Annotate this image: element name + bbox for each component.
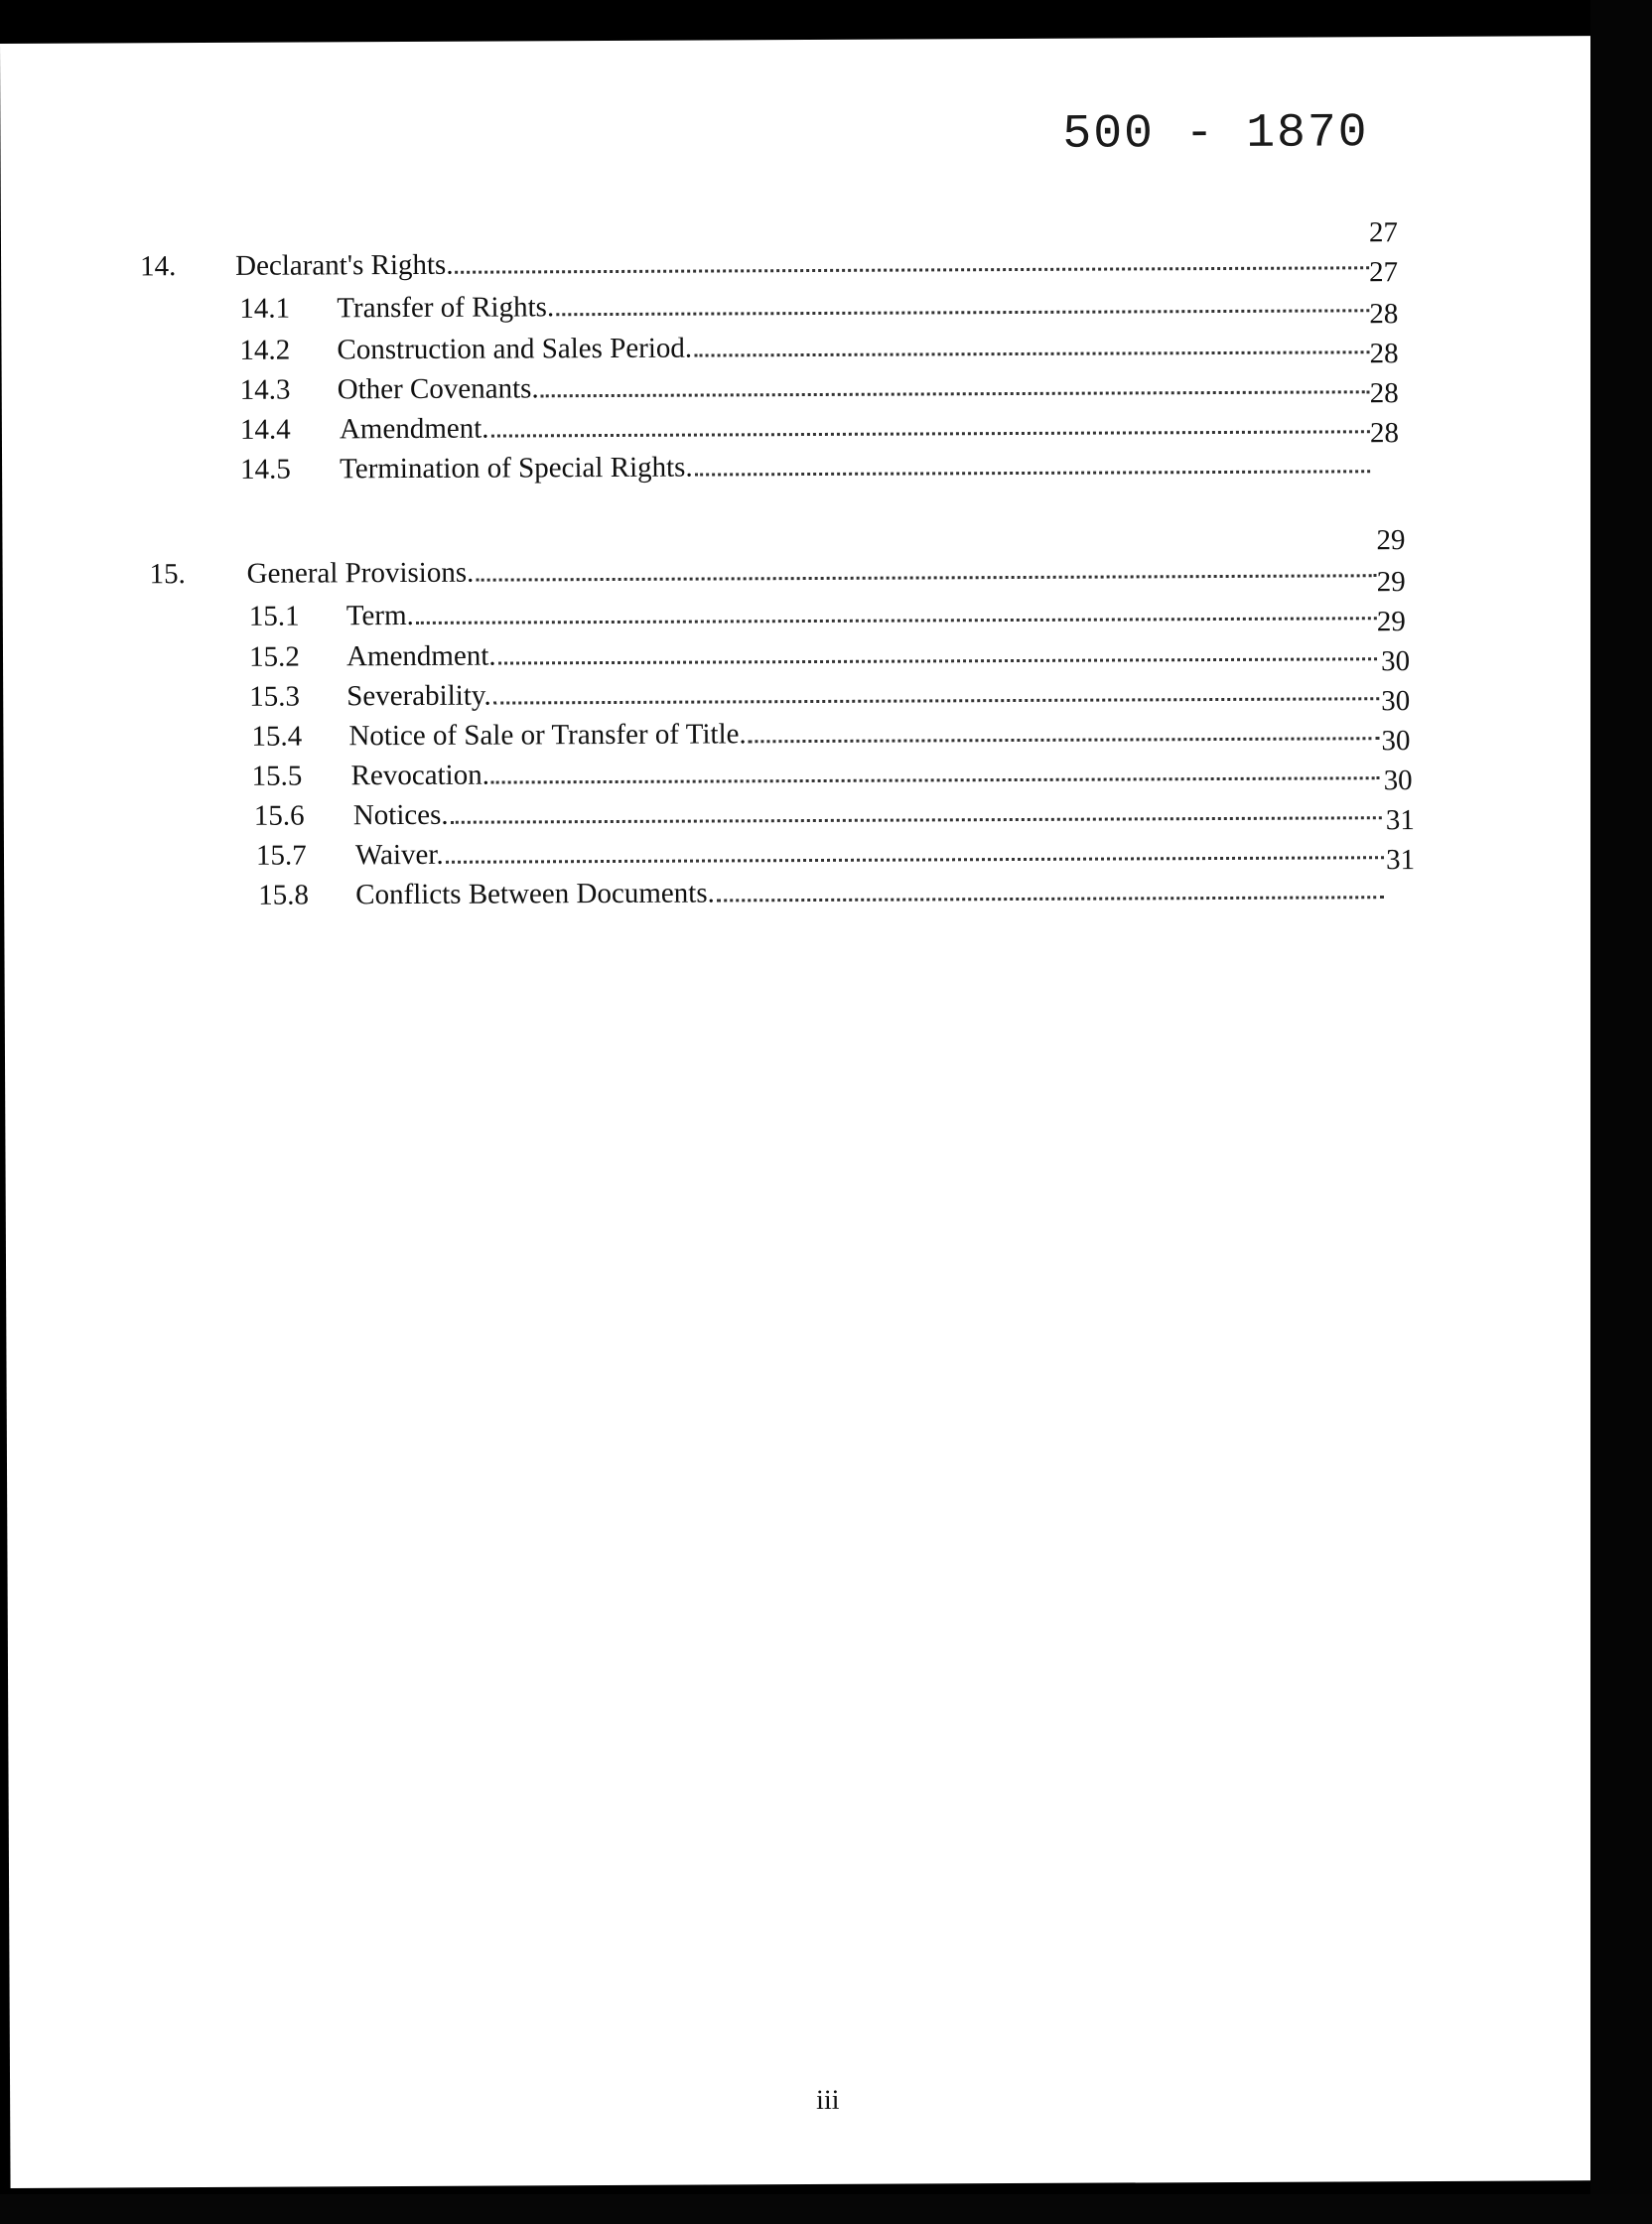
toc-page-number: 28	[1369, 417, 1400, 450]
toc-item-14-4	[240, 401, 1372, 447]
toc-item-title: Notices.	[352, 798, 449, 832]
toc-item-number: 15.8	[258, 879, 310, 911]
toc-page-number: 29	[1376, 524, 1406, 557]
toc-item-15-2	[249, 628, 1379, 674]
toc-item-15-4	[251, 708, 1381, 754]
toc-item-number: 15.2	[248, 640, 300, 673]
toc-item-title: Revocation.	[350, 759, 490, 792]
toc-item-title: Term.	[345, 599, 414, 632]
toc-section-number: 15.	[149, 558, 186, 591]
toc-section-number: 14.	[140, 250, 177, 283]
toc-page-number: 30	[1381, 725, 1411, 758]
dot-leader	[498, 656, 1377, 664]
dot-leader	[749, 736, 1380, 743]
dot-leader	[493, 696, 1380, 704]
toc-page-number: 27	[1369, 256, 1399, 289]
toc-item-15-8	[258, 867, 1386, 912]
toc-item-title: Amendment.	[339, 412, 489, 446]
dot-leader	[694, 349, 1369, 356]
toc-item-number: 14.3	[239, 373, 291, 406]
toc-item-15-7	[256, 827, 1386, 873]
toc-item-number: 14.2	[239, 334, 291, 366]
toc-item-number: 15.4	[251, 720, 303, 753]
toc-item-title: Transfer of Rights.	[337, 291, 555, 325]
toc-item-title: Amendment.	[345, 639, 496, 673]
scan-border-right	[1590, 0, 1652, 2224]
dot-leader	[695, 469, 1370, 476]
toc-page-number: 29	[1376, 606, 1406, 638]
toc-item-number: 15.3	[249, 680, 301, 713]
dot-leader	[541, 389, 1370, 397]
toc-item-title: Waiver.	[354, 838, 444, 872]
toc-page-number: 28	[1369, 377, 1399, 410]
toc-item-15-1	[249, 588, 1379, 633]
toc-section-15	[150, 545, 1379, 591]
toc-item-number: 15.7	[255, 839, 307, 872]
page-folio: iii	[816, 2084, 840, 2117]
toc-section-title: Declarant's Rights.	[235, 248, 454, 282]
dot-leader	[556, 308, 1369, 316]
toc-page-number: 28	[1369, 338, 1399, 370]
toc-item-15-3	[249, 668, 1381, 714]
toc-page-number: 29	[1376, 566, 1406, 599]
toc-item-14-5	[240, 441, 1372, 486]
toc-item-title: Severability.	[346, 679, 491, 713]
toc-item-title: Other Covenants.	[337, 372, 539, 406]
toc-page-number: 28	[1369, 298, 1399, 331]
toc-item-number: 15.5	[251, 760, 303, 792]
toc-item-number: 14.4	[239, 413, 291, 446]
toc-section-title: General Provisions.	[246, 556, 475, 590]
dot-leader	[476, 573, 1376, 581]
toc-page-number: 30	[1381, 685, 1411, 718]
scan-border-bottom	[0, 2194, 1652, 2224]
toc-section-14	[140, 237, 1371, 283]
toc-item-14-1	[239, 280, 1371, 326]
toc-item-14-3	[240, 361, 1372, 407]
toc-item-number: 15.1	[248, 600, 300, 632]
toc-item-title: Construction and Sales Period.	[337, 332, 693, 366]
dot-leader	[416, 616, 1377, 625]
toc-page-number: 27	[1368, 216, 1399, 249]
toc-item-number: 15.6	[253, 799, 305, 832]
dot-leader	[491, 775, 1380, 783]
toc-item-number: 14.5	[240, 453, 291, 486]
toc-item-14-2	[239, 322, 1371, 367]
toc-item-15-6	[254, 787, 1384, 833]
dot-leader	[451, 815, 1382, 824]
dot-leader	[456, 265, 1370, 273]
toc-item-15-5	[251, 748, 1381, 793]
document-number: 500 - 1870	[1062, 106, 1369, 162]
toc-page-number: 30	[1380, 645, 1411, 678]
toc-item-number: 14.1	[239, 292, 291, 325]
toc-item-title: Conflicts Between Documents.	[355, 877, 715, 911]
toc-page-number: 30	[1383, 764, 1413, 797]
toc-item-title: Termination of Special Rights.	[340, 451, 693, 486]
dot-leader	[717, 895, 1384, 902]
dot-leader	[446, 855, 1384, 864]
dot-leader	[491, 429, 1370, 437]
document-page	[0, 36, 1604, 2188]
toc-page-number: 31	[1385, 844, 1416, 877]
toc-page-number: 31	[1385, 804, 1415, 837]
toc-item-title: Notice of Sale or Transfer of Title.	[348, 718, 747, 753]
